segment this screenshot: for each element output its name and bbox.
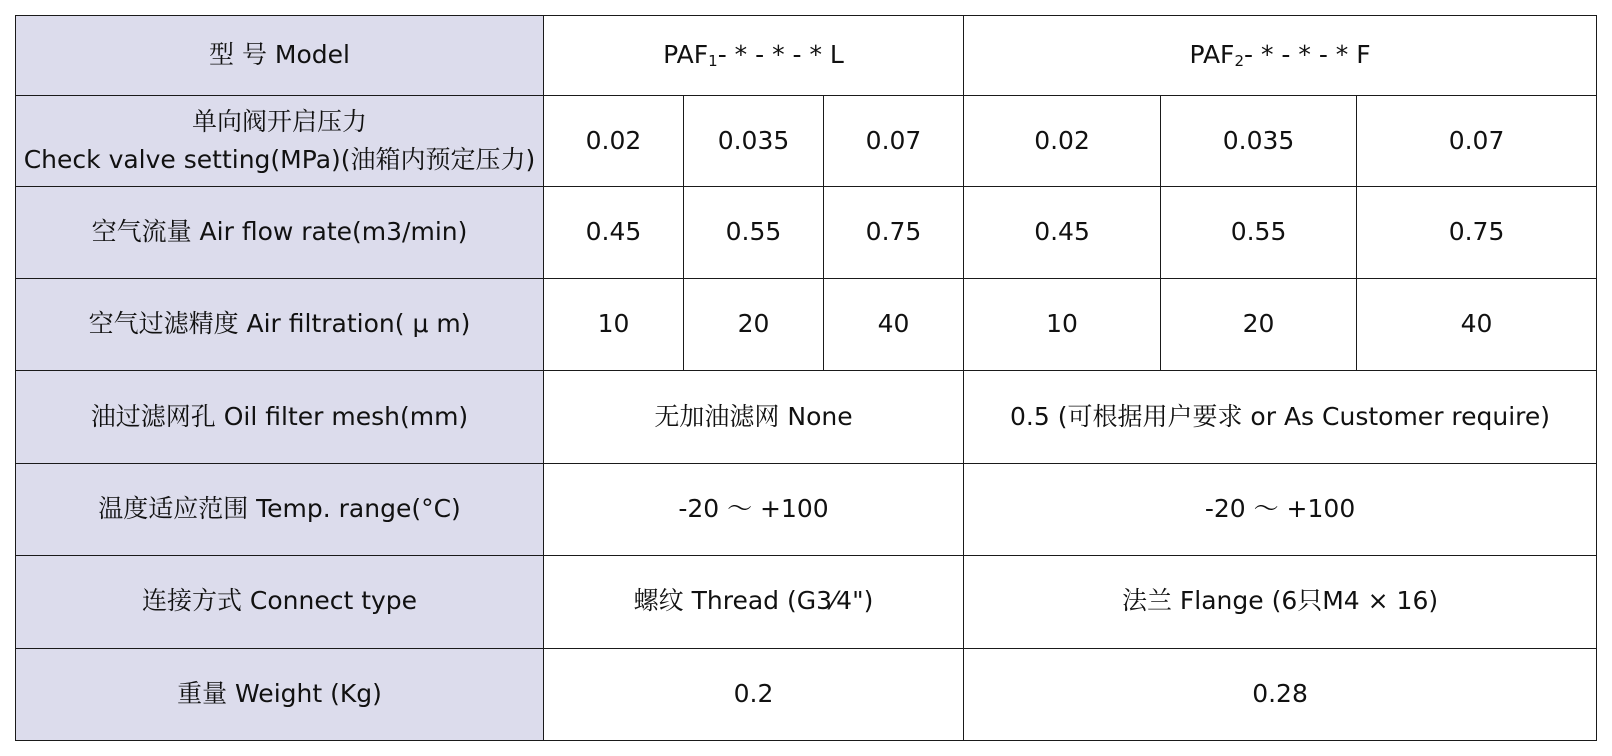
connect-type-label: 连接方式 Connect type	[16, 556, 544, 648]
spec-table	[15, 15, 1597, 741]
check-valve-value: 0.035	[1161, 96, 1357, 187]
oil-filter-label: 油过滤网孔 Oil filter mesh(mm)	[16, 371, 544, 463]
model1-prefix: PAF	[663, 40, 709, 70]
model1-header	[544, 16, 964, 96]
air-filtration-label: 空气过滤精度 Air filtration( μ m)	[16, 278, 544, 370]
model2-subscript: 2	[1234, 52, 1244, 71]
air-filtration-value: 20	[684, 278, 824, 370]
row-temp-range	[16, 463, 1597, 555]
weight-model2: 0.28	[964, 648, 1597, 740]
model2-header	[964, 16, 1597, 96]
air-flow-label: 空气流量 Air flow rate(m3/min)	[16, 187, 544, 278]
temp-range-model2: -20 ～ +100	[964, 463, 1597, 555]
row-model	[16, 16, 1597, 96]
air-flow-value: 0.55	[684, 187, 824, 278]
check-valve-value: 0.02	[544, 96, 684, 187]
air-flow-value: 0.45	[964, 187, 1161, 278]
temp-range-model1: -20 ～ +100	[544, 463, 964, 555]
row-check-valve	[16, 96, 1597, 187]
check-valve-value: 0.07	[824, 96, 964, 187]
row-connect-type	[16, 556, 1597, 648]
row-weight	[16, 648, 1597, 740]
check-valve-value: 0.07	[1357, 96, 1597, 187]
model2-prefix: PAF	[1189, 40, 1235, 70]
weight-model1: 0.2	[544, 648, 964, 740]
connect-type-model2: 法兰 Flange (6只M4 × 16)	[964, 556, 1597, 648]
air-filtration-value: 10	[964, 278, 1161, 370]
check-valve-value: 0.035	[684, 96, 824, 187]
check-valve-value: 0.02	[964, 96, 1161, 187]
air-filtration-value: 10	[544, 278, 684, 370]
air-flow-value: 0.45	[544, 187, 684, 278]
temp-range-label: 温度适应范围 Temp. range(°C)	[16, 463, 544, 555]
air-filtration-value: 40	[824, 278, 964, 370]
air-flow-value: 0.55	[1161, 187, 1357, 278]
air-flow-value: 0.75	[824, 187, 964, 278]
air-filtration-value: 20	[1161, 278, 1357, 370]
model2-suffix: - * - * - * F	[1243, 40, 1371, 70]
weight-label: 重量 Weight (Kg)	[16, 648, 544, 740]
row-oil-filter	[16, 371, 1597, 463]
model1-suffix: - * - * - * L	[717, 40, 844, 70]
model1-subscript: 1	[708, 52, 718, 71]
oil-filter-model2: 0.5 (可根据用户要求 or As Customer require)	[964, 371, 1597, 463]
model-label: 型 号 Model	[16, 16, 544, 96]
check-valve-label	[16, 96, 544, 187]
row-air-flow	[16, 187, 1597, 278]
air-filtration-value: 40	[1357, 278, 1597, 370]
row-air-filtration	[16, 278, 1597, 370]
oil-filter-model1: 无加油滤网 None	[544, 371, 964, 463]
check-valve-label-cn: 单向阀开启压力	[191, 106, 367, 136]
air-flow-value: 0.75	[1357, 187, 1597, 278]
check-valve-label-en: Check valve setting(MPa)(油箱内预定压力)	[23, 145, 536, 175]
connect-type-model1: 螺纹 Thread (G3⁄4")	[544, 556, 964, 648]
